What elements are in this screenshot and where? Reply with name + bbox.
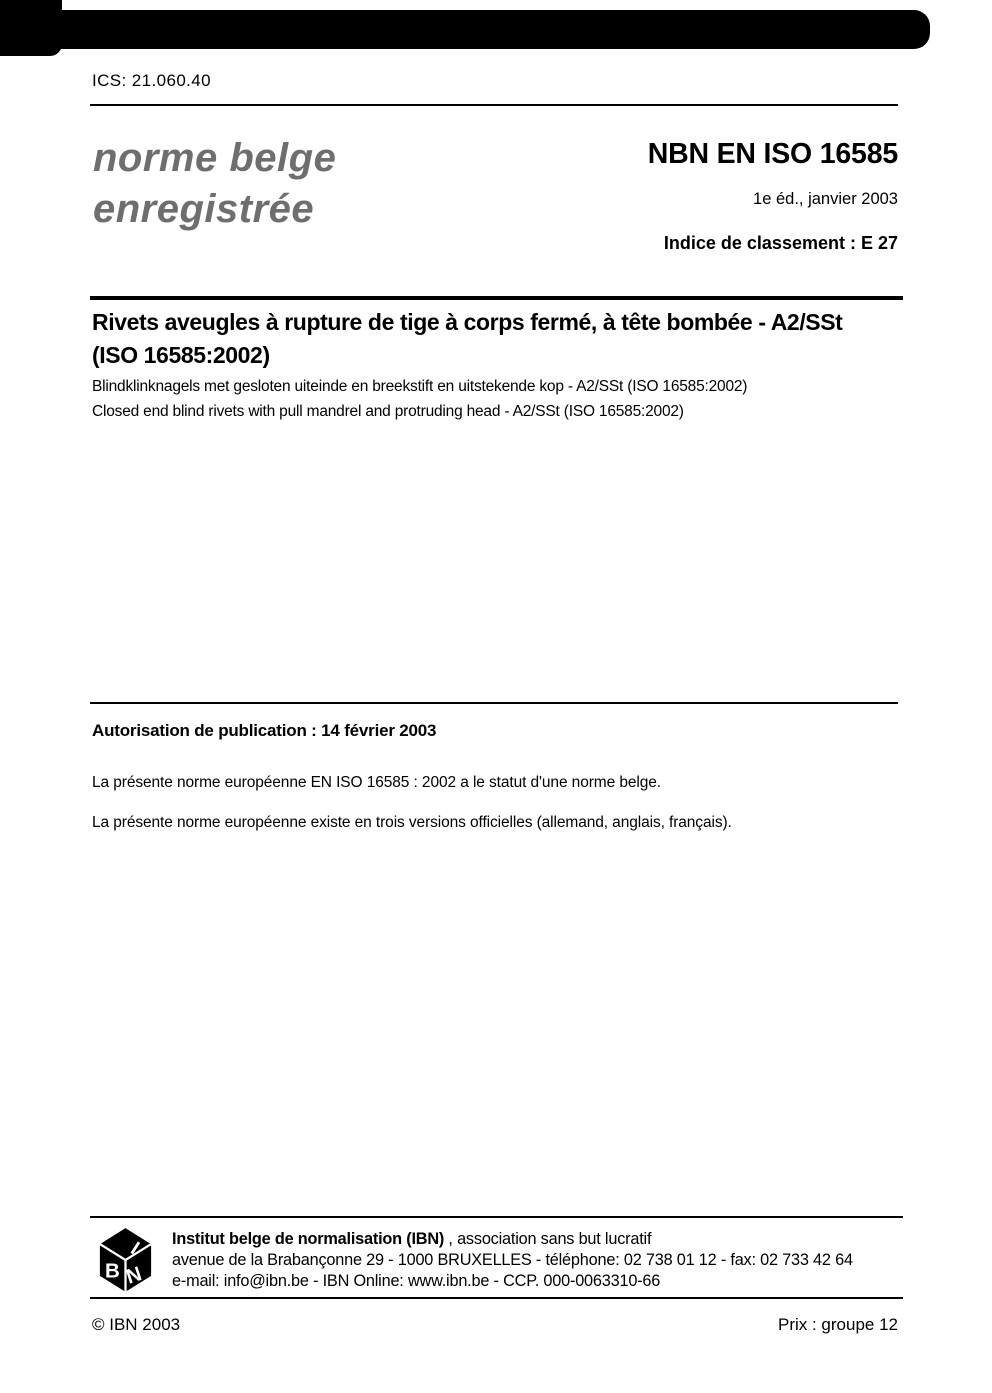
document-code: NBN EN ISO 16585 <box>647 138 898 170</box>
ibn-cube-logo-icon <box>97 1227 154 1298</box>
logo-letter-top: I <box>126 1237 144 1260</box>
header-rule <box>90 104 898 106</box>
title-rule-thick <box>90 296 903 300</box>
logo-letter-right: N <box>123 1262 145 1289</box>
logotype-line2: enregistrée <box>93 187 315 231</box>
scan-artifact-bar <box>5 10 930 49</box>
header-right-column <box>400 138 898 254</box>
logotype-line1: norme belge <box>93 136 337 180</box>
publisher-rule-top <box>90 1216 903 1218</box>
publisher-rule-bottom <box>90 1297 903 1299</box>
status-paragraph: La présente norme européenne EN ISO 16585 : 2002 a le statut d'une norme belge. <box>92 774 661 791</box>
publisher-name: Institut belge de normalisation (IBN) <box>172 1230 445 1248</box>
norme-belge-logotype <box>93 133 336 235</box>
title-fr-line2: (ISO 16585:2002) <box>92 342 270 368</box>
publisher-name-line <box>172 1229 853 1250</box>
authorization-label: Autorisation de publication : 14 février 2003 <box>92 721 437 740</box>
versions-paragraph: La présente norme européenne existe en trois versions officielles (allemand, anglais, français). <box>92 814 732 831</box>
publisher-name-suffix: , association sans but lucratif <box>444 1230 652 1248</box>
publisher-info <box>172 1229 853 1291</box>
publisher-address: avenue de la Brabançonne 29 - 1000 BRUXELLES - téléphone: 02 738 01 12 - fax: 02 733 42 64 <box>172 1250 853 1269</box>
copyright-notice: © IBN 2003 <box>92 1315 181 1334</box>
edition-date: 1e éd., janvier 2003 <box>753 190 898 208</box>
logo-letter-left: B <box>105 1259 120 1283</box>
authorization-rule <box>90 702 898 704</box>
price-group: Prix : groupe 12 <box>777 1315 898 1334</box>
title-nl: Blindklinknagels met gesloten uiteinde en breekstift en uitstekende kop - A2/SSt (ISO 16585:2002) <box>92 378 748 395</box>
ics-code: ICS: 21.060.40 <box>92 71 212 90</box>
publisher-contact: e-mail: info@ibn.be - IBN Online: www.ibn.be - CCP. 000-0063310-66 <box>172 1271 661 1290</box>
title-fr-line1: Rivets aveugles à rupture de tige à corps fermé, à tête bombée - A2/SSt <box>92 309 843 335</box>
title-en: Closed end blind rivets with pull mandrel and protruding head - A2/SSt (ISO 16585:2002) <box>92 403 684 420</box>
classification-index: Indice de classement : E 27 <box>663 233 898 253</box>
